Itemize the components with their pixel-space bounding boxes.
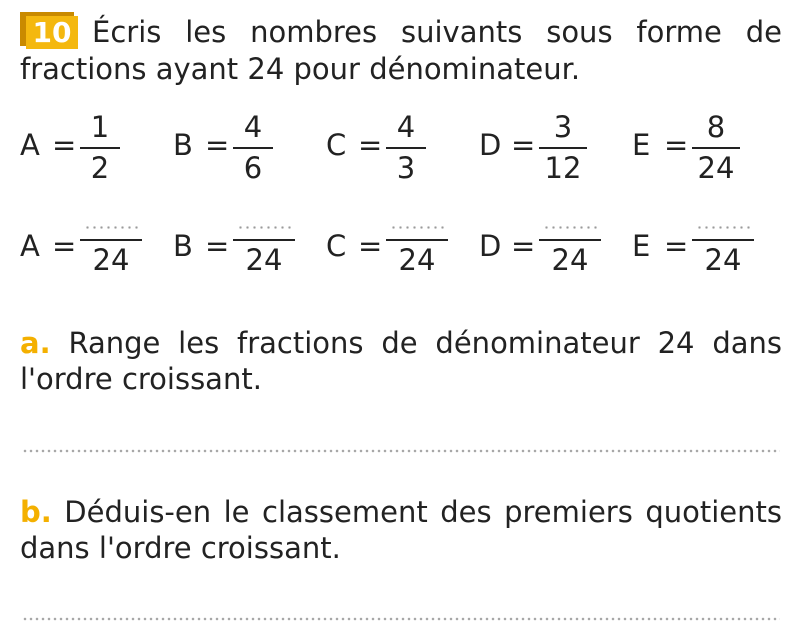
numerator: 3 [553,110,573,144]
question-b-text: Déduis-en le classement des premiers quotients [64,495,782,529]
equals-sign: = [358,128,383,162]
denominator: 2 [90,151,110,185]
answer-line-b[interactable] [22,617,780,621]
question-a-label: a. [20,326,51,360]
fraction-name: E [632,128,651,162]
fraction-bar [233,239,295,241]
fraction-bar [539,147,587,149]
equals-sign: = [205,229,230,263]
numerator-blank[interactable] [237,226,293,229]
denominator: 24 [551,243,589,277]
exercise-number: 10 [32,16,72,49]
denominator: 3 [396,151,416,185]
answer-fraction-b [173,223,303,283]
answer-line-a[interactable] [22,449,780,453]
denominator: 24 [398,243,436,277]
fraction-bar [386,147,426,149]
fraction-bar [233,147,273,149]
instruction-line-1: Écris les nombres suivants sous forme de [92,15,782,49]
question-a-line-2: l'ordre croissant. [20,362,262,396]
fraction-c [326,109,436,189]
answer-fraction-d [479,223,609,283]
denominator: 24 [697,151,735,185]
equals-sign: = [358,229,383,263]
fraction-d [479,109,599,189]
fraction-name: B [173,128,193,162]
equals-sign: = [52,229,77,263]
fraction-name: B [173,229,193,263]
equals-sign: = [664,229,689,263]
numerator: 8 [706,110,726,144]
equals-sign: = [52,128,77,162]
answer-fraction-e [632,223,762,283]
fraction-a [20,109,130,189]
fraction-name: D [479,229,502,263]
fraction-name: C [326,229,347,263]
numerator-blank[interactable] [84,226,140,229]
question-b-line-2: dans l'ordre croissant. [20,531,341,565]
denominator: 24 [245,243,283,277]
fraction-bar [80,147,120,149]
fraction-bar [692,147,740,149]
answer-fraction-c [326,223,456,283]
question-a-line-1 [20,325,782,361]
fraction-bar [80,239,142,241]
fraction-name: A [20,128,40,162]
equals-sign: = [664,128,689,162]
question-b-line-1 [20,494,782,530]
fraction-e [632,109,752,189]
numerator-blank[interactable] [390,226,446,229]
numerator-blank[interactable] [543,226,599,229]
equals-sign: = [205,128,230,162]
instruction-line-2: fractions ayant 24 pour dénominateur. [20,52,581,86]
question-a-text: Range les fractions de dénominateur 24 dans [68,326,783,360]
equals-sign: = [511,229,536,263]
numerator: 1 [90,110,110,144]
answer-fraction-a [20,223,150,283]
equals-sign: = [511,128,536,162]
denominator: 6 [243,151,263,185]
numerator-blank[interactable] [696,226,752,229]
fraction-bar [386,239,448,241]
denominator: 24 [92,243,130,277]
fraction-name: C [326,128,347,162]
fraction-bar [539,239,601,241]
exercise-number-badge [20,12,78,48]
denominator: 12 [544,151,582,185]
fraction-bar [692,239,754,241]
denominator: 24 [704,243,742,277]
fraction-name: D [479,128,502,162]
fraction-b [173,109,283,189]
numerator: 4 [243,110,263,144]
numerator: 4 [396,110,416,144]
question-b-label: b. [20,495,52,529]
fraction-name: A [20,229,40,263]
fraction-name: E [632,229,651,263]
